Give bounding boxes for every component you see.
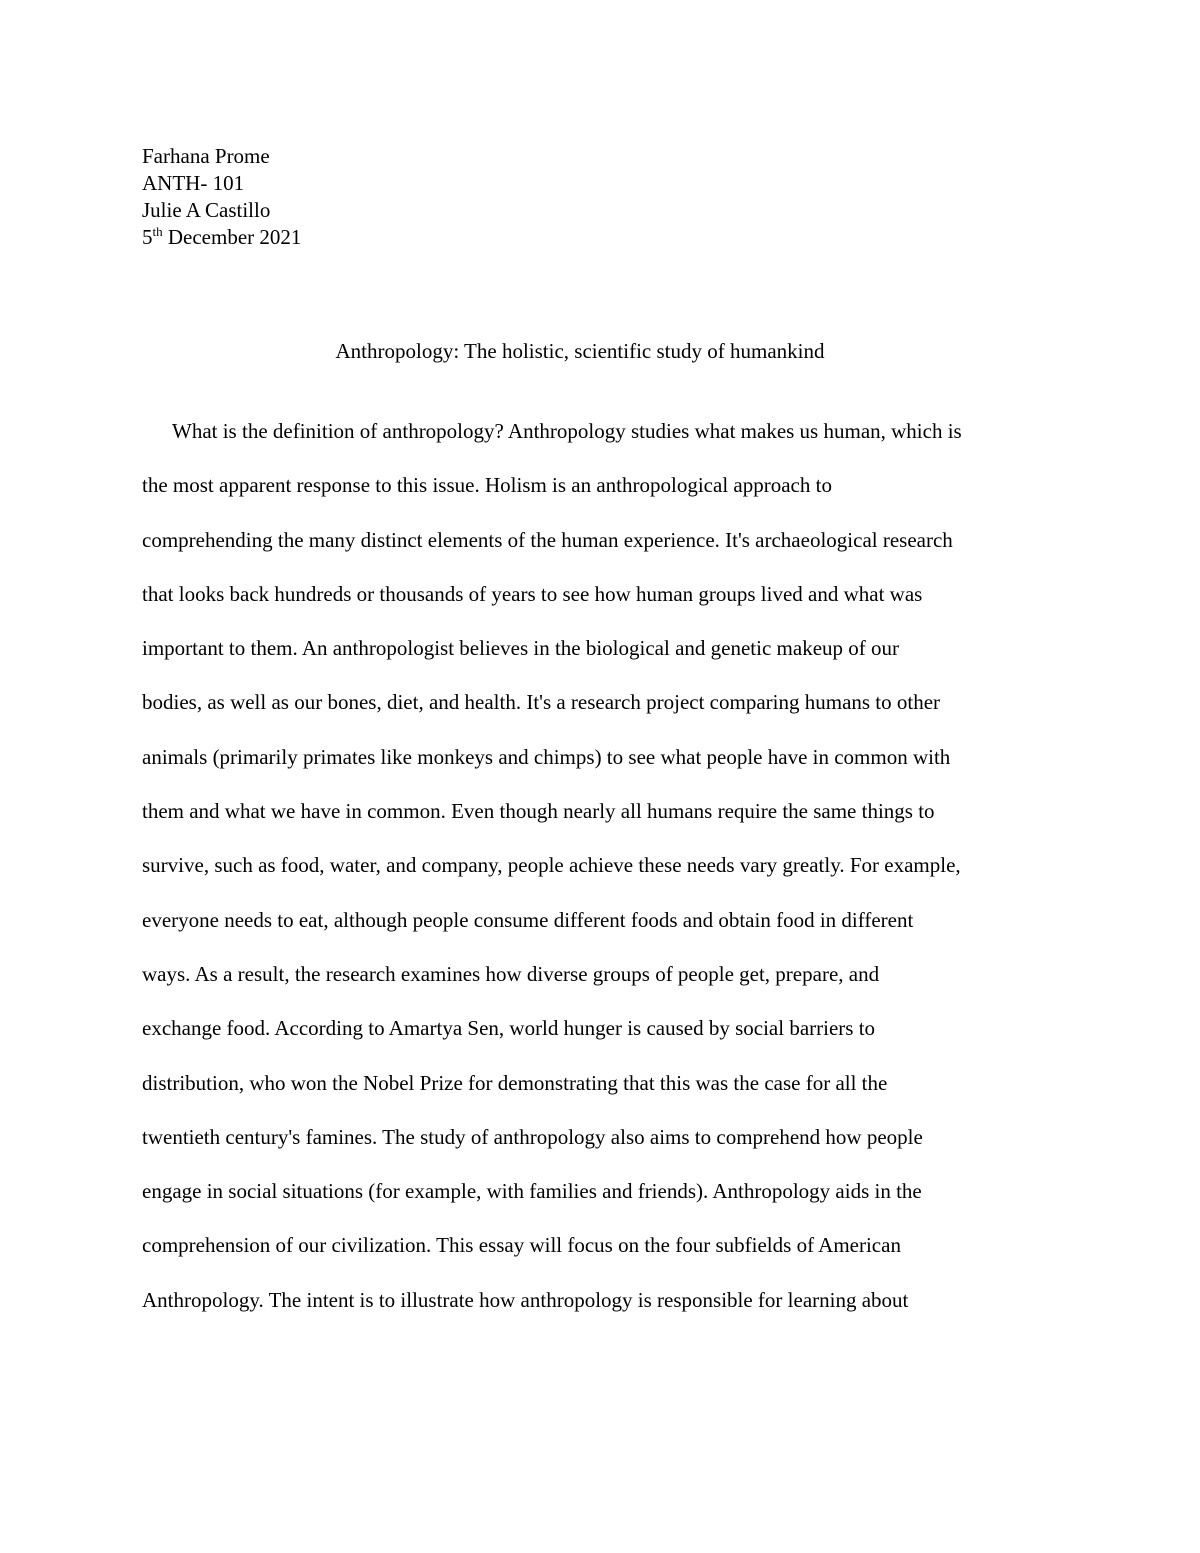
body-line: comprehending the many distinct elements of the human experience. It's archaeological research [142, 527, 953, 552]
body-line: important to them. An anthropologist believes in the biological and genetic makeup of our [142, 636, 899, 661]
body-line: survive, such as food, water, and company, people achieve these needs vary greatly. For example, [142, 853, 961, 878]
date-month-year: December 2021 [162, 225, 302, 249]
date-day: 5 [142, 225, 153, 249]
essay-body [142, 418, 1062, 1341]
submission-date [142, 224, 301, 251]
body-line: comprehension of our civilization. This essay will focus on the four subfields of American [142, 1233, 901, 1258]
date-ordinal-suffix: th [152, 224, 163, 239]
body-line: Anthropology. The intent is to illustrate how anthropology is responsible for learning about [142, 1287, 909, 1312]
body-line: What is the definition of anthropology? Anthropology studies what makes us human, which is [172, 419, 962, 443]
body-line: distribution, who won the Nobel Prize for demonstrating that this was the case for all the [142, 1070, 888, 1095]
heading-block [142, 143, 301, 251]
body-line: animals (primarily primates like monkeys and chimps) to see what people have in common with [142, 744, 951, 769]
body-line: bodies, as well as our bones, diet, and health. It's a research project comparing humans to other [142, 690, 941, 715]
body-line: ways. As a result, the research examines how diverse groups of people get, prepare, and [142, 961, 880, 986]
instructor-name: Julie A Castillo [142, 198, 271, 222]
body-line: exchange food. According to Amartya Sen, world hunger is caused by social barriers to [142, 1016, 876, 1041]
body-line: them and what we have in common. Even though nearly all humans require the same things to [142, 799, 935, 824]
body-line: the most apparent response to this issue. Holism is an anthropological approach to [142, 473, 832, 498]
body-line: that looks back hundreds or thousands of years to see how human groups lived and what was [142, 581, 923, 606]
body-line: engage in social situations (for example, with families and friends). Anthropology aids in the [142, 1179, 922, 1204]
body-line: everyone needs to eat, although people consume different foods and obtain food in different [142, 907, 914, 932]
author-name: Farhana Prome [142, 144, 270, 168]
body-line: twentieth century's famines. The study of anthropology also aims to comprehend how people [142, 1124, 923, 1149]
essay-title: Anthropology: The holistic, scientific study of humankind [335, 339, 825, 363]
course-code: ANTH- 101 [142, 171, 245, 195]
